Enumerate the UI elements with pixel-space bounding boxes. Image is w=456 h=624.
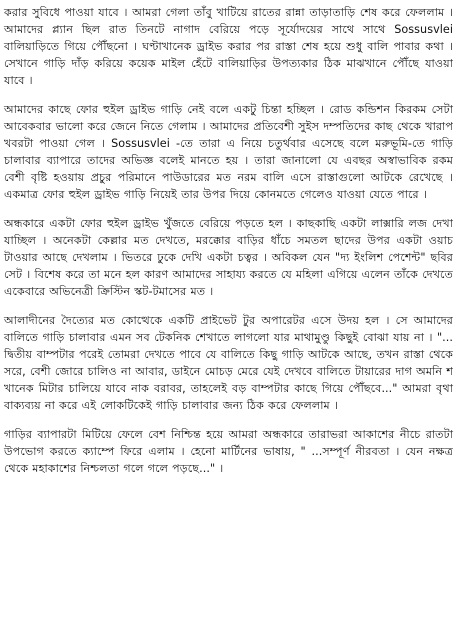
paragraph-tour-operator: আলাদীনের দৈত্যের মত কোত্থেকে একটি প্রাইভেট টুর অপারেটর এসে উদয় হল । সে আমাদের বালিতে গাড়ি চালাবার এমন সব টেকনিক শেখাতে লাগলো যার মাথামুণ্ডু কিছুই বোঝা যায় না । "... দ্বিতীয় বাম্পটার পরেই তোমরা দেখতে পাবে যে বালিতে কিছু গাড়ি আটকে আছে, তখন রাস্তা থেকে সরে, বেশী জোরে চালিও না আবার, ডাইনে মোচড় মেরে যেই দেখবে বালিতে টায়ারের দাগ অমনি শ খানেক মিটার চালিয়ে যাবে নাক বরাবর, তাহলেই বড় বাম্পটার কাছে গিয়ে পৌঁছবে..." আমরা বৃথা বাক্যব্যয় না করে এই লোকটিকেই গাড়ি চালাবার জন্য ঠিক করে ফেললাম । [4,314,453,412]
paragraph-night-sky: গাড়ির ব্যাপারটা মিটিয়ে ফেলে বেশ নিশ্চিন্ত হয়ে আমরা অন্ধকারে তারাভরা আকাশের নীচে রাতটা উপভোগ করতে ক্যাম্পে ফিরে এলাম । হেনো মার্টিনের ভাষায়, " ...সম্পূর্ণ নীরবতা । যেন নক্ষত্র থেকে মহাকাশের নিশ্চলতা গলে গলে পড়ছে..." । [4,428,453,475]
paragraph-road-condition: আমাদের কাছে ফোর হুইল ড্রাইভ গাড়ি নেই বলে একটু চিন্তা হচ্ছিল । রোড কন্ডিশন কিরকম সেটা আবেকবার ভালো করে জেনে নিতে গেলাম । আমাদের প্রতিবেশী সুইস দম্পতিদের কাছ থেকে খারাপ খবরটা পাওয়া গেল । Sossusvlei -তে তারা এ নিয়ে চতুর্থবার এসেছে বলে মরুভূমি-তে গাড়ি চালাবার ব্যাপারে তাদের অভিজ্ঞ বলেই মানতে হয় । তারা জানালো যে এবছর অস্বাভাবিক রকম বেশী বৃষ্টি হওয়ায় প্রচুর পরিমানে পাউডারের মত নরম বালি এসে রাস্তাগুলো আটকে রেখেছে । একমাত্র ফোর হুইল ড্রাইভ গাড়ি নিয়েই তার উপর দিয়ে কোনমতে গেলেও যাওয়া যেতে পারে । [4,103,453,201]
paragraph-luxury-lodge: অন্ধকারে একটা ফোর হুইল ড্রাইভ খুঁজতে বেরিয়ে পড়তে হল । কাছকাছি একটা লাক্সারি লজ দেখা যাচ্ছিল । অনেকটা কেল্লার মত দেখতে, মরক্কোর বাড়ির ধাঁচে সমতল ছাদের উপর একটা ওয়াচ টাওয়ার আছে দেখলাম । ভিতরে ঢুকে দেখি একটা চত্বর । অবিকল যেন "দ্য ইংলিশ পেশেন্ট" ছবির সেট । বিশেষ করে তা মনে হল কারণ আমাদের সাহায্য করতে যে মহিলা এগিয়ে এলেন তাঁকে দেখতে একেবারে অভিনেত্রী ক্রিস্টিন স্কট-টমাসের মত । [4,217,453,298]
paragraph-camp-plan: করার সুবিধে পাওয়া যাবে । আমরা গেলা তাঁবু খাটিয়ে রাতের রান্না তাড়াতাড়ি শেষ করে ফেললাম । আমাদের প্ল্যান ছিল রাত তিনটে নাগাদ বেরিয়ে পড়ে সূর্যোদয়ের সাথে সাথে Sossusvlei বালিয়াড়িতে গিয়ে পৌঁছনো । ঘণ্টাখানেক ড্রাইভ করার পর রাস্তা শেষ হয়ে শুধু বালি পাবার কথা । সেখানে গাড়ি দাঁড় করিয়ে কয়েক মাইল হেঁটে বালিয়াড়ির উপত্যকার ঠিক মাঝখানে পৌঁছে যাওয়া যাবে । [4,6,453,87]
